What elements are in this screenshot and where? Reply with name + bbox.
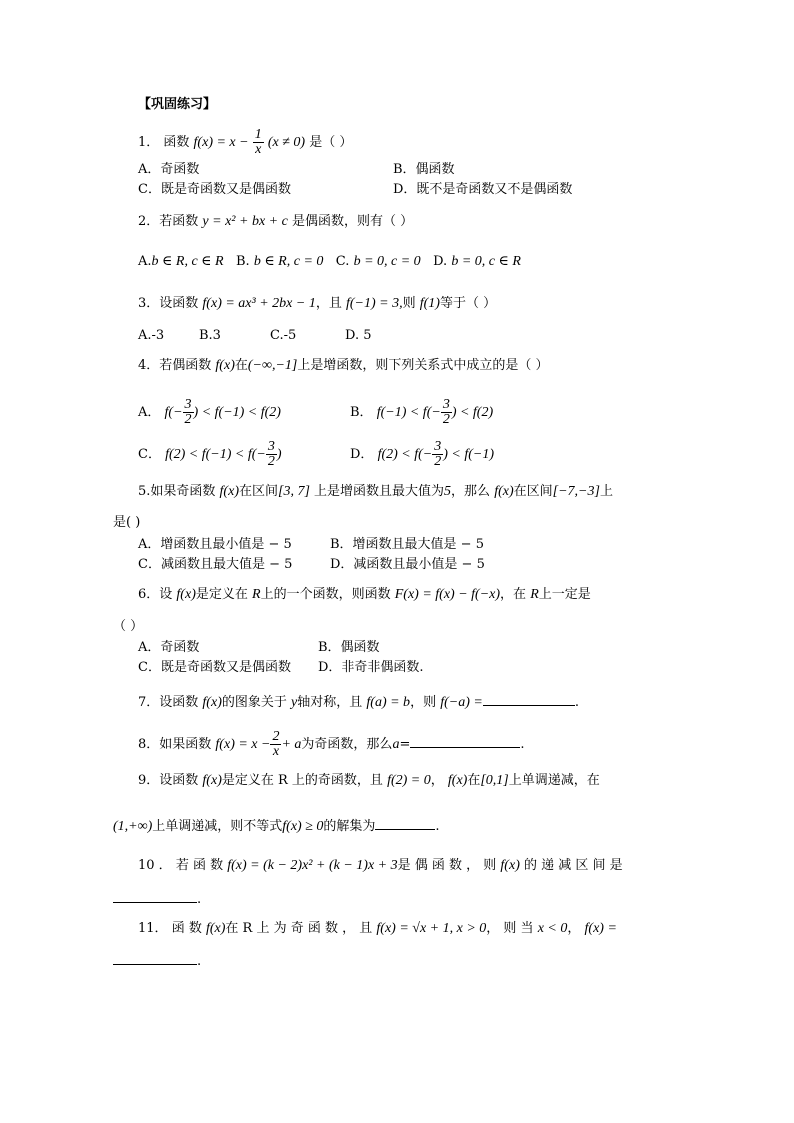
q4-option-a-post: ) < f(−1) < f(2)	[193, 405, 281, 420]
q8-tail: .	[520, 737, 525, 752]
q9-math1: f(x)	[202, 773, 222, 788]
q4-option-b-num: 3	[442, 397, 450, 412]
q4-option-c-num: 3	[267, 439, 275, 454]
q7-math4: f(−a) =	[440, 695, 483, 710]
q9-line2	[113, 815, 440, 836]
q9-mid3: 在	[467, 773, 481, 788]
section-heading: 【巩固练习】	[138, 97, 217, 112]
q6-mid1: 是定义在	[195, 587, 248, 602]
q3-mid: ，且	[315, 296, 342, 311]
q5-math4: f(x)	[494, 484, 514, 499]
q8-math-post: + a	[281, 737, 302, 752]
q9-math3: f(x)	[447, 773, 468, 788]
q4-option-c	[138, 440, 282, 469]
q9-mid4: 上单调递减，在	[508, 773, 600, 788]
q11-math2: f(x) = √x + 1, x > 0	[376, 921, 487, 936]
q11-label: 11．	[138, 921, 168, 936]
q5-mid3: ，那么	[451, 484, 491, 499]
q5-option-b: B．增函数且最大值是 − 5	[330, 537, 484, 552]
q4-option-a	[138, 398, 281, 427]
q2-option-b-label: B.	[235, 254, 250, 269]
q4-option-b-label: B．	[350, 405, 373, 420]
q3-option-a: A.-3	[138, 328, 165, 343]
q2-option-a-label: A.	[138, 254, 152, 269]
q4-option-b-post: ) < f(2)	[451, 405, 494, 420]
q1-option-c: C．既是奇函数又是偶函数	[138, 182, 291, 197]
q7-math2: y	[291, 695, 298, 710]
q6-mid2: 上的一个函数，则函数	[260, 587, 391, 602]
q6-option-d: D．非奇非偶函数.	[318, 660, 424, 675]
q3-tail: 等于（ ）	[439, 296, 497, 311]
q9-math2: f(2) = 0	[387, 773, 431, 788]
q9-line2-text: 上单调递减，则不等式	[152, 819, 283, 834]
question-6	[138, 586, 591, 604]
q11-answer-blank[interactable]	[113, 950, 197, 965]
q6-math1: f(x)	[176, 587, 196, 602]
q7-math1: f(x)	[202, 695, 222, 710]
q10-text1: 若 函 数	[175, 858, 224, 873]
q4-option-d-num: 3	[434, 439, 442, 454]
q6-math4: R	[530, 587, 539, 602]
q4-option-c-label: C．	[138, 447, 161, 462]
q11-line2	[113, 950, 201, 971]
q4-option-b-den: 2	[442, 412, 450, 427]
q1-frac-num: 1	[254, 127, 262, 142]
q7-mid1: 的图象关于	[221, 695, 287, 710]
q7-math3: f(a) = b	[366, 695, 411, 710]
question-9	[138, 772, 600, 790]
q5-line2: 是( )	[113, 515, 141, 530]
q11-text1: 函 数	[171, 921, 202, 936]
q2-option-d: b = 0, c ∈ R	[451, 254, 521, 269]
q1-option-a: A．奇函数	[138, 162, 200, 177]
q7-answer-blank[interactable]	[483, 691, 575, 706]
q11-math3: x < 0	[537, 921, 568, 936]
q2-stem: 2．若函数	[138, 214, 199, 229]
q11-tail: .	[197, 954, 202, 969]
q10-text2: 是 偶 函 数 ， 则	[397, 858, 497, 873]
q7-mid3: ，则	[410, 695, 437, 710]
q8-fraction	[270, 730, 281, 759]
q4-tail: 上是增函数，则下列关系式中成立的是（ ）	[297, 358, 549, 373]
q7-mid2: 轴对称，且	[297, 695, 363, 710]
q1-fraction	[253, 128, 264, 157]
q10-label: 10 ．	[138, 858, 172, 873]
q2-options	[138, 253, 521, 271]
q1-math-post: (x ≠ 0)	[267, 135, 306, 150]
q10-text3: 的 递 减 区 间 是	[524, 858, 623, 873]
q9-mid1: 是定义在 R 上的奇函数，且	[221, 773, 383, 788]
q9-math6: f(x) ≥ 0	[282, 819, 324, 834]
q5-mid1: 在区间	[238, 484, 278, 499]
q11-math4: f(x) =	[584, 921, 617, 936]
q5-stem: 5.如果奇函数	[138, 484, 216, 499]
q4-option-d-label: D．	[350, 447, 374, 462]
q2-math: y = x² + bx + c	[202, 214, 288, 229]
q1-stem: 1． 函数	[138, 135, 190, 150]
q4-option-c-pre: f(2) < f(−1) < f(−	[165, 447, 266, 462]
q8-math-pre: f(x) = x −	[215, 737, 271, 752]
q2-option-d-label: D.	[433, 254, 448, 269]
q4-option-a-label: A．	[138, 405, 161, 420]
q4-option-d	[350, 440, 494, 469]
q4-option-a-den: 2	[184, 412, 192, 427]
q4-option-b	[350, 398, 493, 427]
q8-stem: 8．如果函数	[138, 737, 212, 752]
q4-option-d-frac	[432, 440, 443, 469]
q4-option-c-frac	[266, 440, 277, 469]
q10-math1: f(x) = (k − 2)x² + (k − 1)x + 3	[227, 858, 398, 873]
q4-mid: 在	[234, 358, 248, 373]
q4-option-b-frac	[441, 398, 452, 427]
q5-option-d: D．减函数且最小值是 − 5	[330, 557, 485, 572]
q9-math4: [0,1]	[480, 773, 509, 788]
q11-text3: ， 则 当	[486, 921, 534, 936]
q6-mid4: 上一定是	[538, 587, 591, 602]
q9-math5: (1,+∞)	[113, 819, 153, 834]
q6-mid3: ，在	[500, 587, 527, 602]
q9-answer-blank[interactable]	[375, 815, 435, 830]
q8-frac-den: x	[270, 744, 281, 759]
q8-frac-num: 2	[272, 729, 280, 744]
q1-frac-den: x	[253, 142, 264, 157]
question-11	[138, 920, 617, 938]
q5-math3: 5	[444, 484, 452, 499]
q5-option-c: C．减函数且最大值是 − 5	[138, 557, 293, 572]
q1-option-d: D．既不是奇函数又不是偶函数	[393, 182, 573, 197]
q6-option-c: C．既是奇函数又是偶函数	[138, 660, 291, 675]
q4-option-c-post: )	[276, 447, 282, 462]
question-4	[138, 357, 549, 375]
q8-math2: a	[392, 737, 400, 752]
q11-math1: f(x)	[205, 921, 226, 936]
q9-line2b: 的解集为	[323, 819, 376, 834]
q4-option-d-post: ) < f(−1)	[443, 447, 495, 462]
q1-math-pre: f(x) = x −	[193, 135, 249, 150]
q3-mid2: 则	[402, 296, 416, 311]
q1-tail: 是（ ）	[309, 135, 353, 150]
question-10	[138, 857, 623, 875]
q5-mid4: 在区间	[513, 484, 553, 499]
q5-math1: f(x)	[219, 484, 239, 499]
q3-option-c: C.-5	[270, 328, 297, 343]
q4-stem: 4．若偶函数	[138, 358, 212, 373]
q5-math2: [3, 7]	[278, 484, 310, 499]
q3-math2: f(−1) = 3,	[345, 296, 403, 311]
q8-mid: 为奇函数，那么	[301, 737, 393, 752]
q3-option-b: B.3	[199, 328, 221, 343]
q4-math2: (−∞,−1]	[247, 358, 298, 373]
q3-option-d: D. 5	[345, 328, 372, 343]
q1-option-b: B．偶函数	[393, 162, 455, 177]
q2-option-c: b = 0, c = 0	[353, 254, 421, 269]
q8-eq: =	[399, 737, 411, 752]
q9-stem: 9．设函数	[138, 773, 199, 788]
q10-line2	[113, 888, 201, 909]
q8-answer-blank[interactable]	[410, 733, 520, 748]
q6-line2: （ ）	[113, 619, 144, 634]
q7-stem: 7．设函数	[138, 695, 199, 710]
q6-math3: F(x) = f(x) − f(−x)	[394, 587, 501, 602]
question-3	[138, 295, 496, 313]
q4-option-b-pre: f(−1) < f(−	[376, 405, 441, 420]
q10-tail: .	[197, 892, 202, 907]
q5-mid2: 上是增函数且最大值为	[309, 484, 445, 499]
q9-tail: .	[435, 819, 440, 834]
question-1	[138, 128, 352, 157]
q5-mid5: 上	[599, 484, 613, 499]
q3-math3: f(1)	[419, 296, 440, 311]
q11-text4: ，	[567, 921, 581, 936]
q4-option-a-num: 3	[184, 397, 192, 412]
q5-option-a: A．增函数且最小值是 − 5	[138, 537, 292, 552]
q2-option-c-label: C.	[335, 254, 350, 269]
q9-mid2: ，	[430, 773, 444, 788]
q5-math5: [−7,−3]	[552, 484, 600, 499]
q6-stem: 6．设	[138, 587, 173, 602]
q4-option-d-den: 2	[434, 454, 442, 469]
q6-math2: R	[252, 587, 261, 602]
question-8	[138, 730, 524, 759]
question-5	[138, 483, 613, 501]
q2-option-a: b ∈ R, c ∈ R	[151, 254, 224, 269]
q6-option-a: A．奇函数	[138, 640, 200, 655]
q11-text2: 在 R 上 为 奇 函 数 ， 且	[225, 921, 373, 936]
question-2	[138, 213, 413, 231]
q2-option-b: b ∈ R, c = 0	[253, 254, 324, 269]
q3-math1: f(x) = ax³ + 2bx − 1	[202, 296, 316, 311]
q4-option-d-pre: f(2) < f(−	[377, 447, 433, 462]
q6-option-b: B．偶函数	[318, 640, 380, 655]
question-7	[138, 691, 579, 712]
q10-answer-blank[interactable]	[113, 888, 197, 903]
q2-tail: 是偶函数，则有（ ）	[291, 214, 414, 229]
q4-option-a-pre: f(−	[164, 405, 183, 420]
q7-tail: .	[574, 695, 579, 710]
q4-math1: f(x)	[215, 358, 235, 373]
q3-stem: 3．设函数	[138, 296, 199, 311]
q10-math2: f(x)	[500, 858, 520, 873]
q4-option-c-den: 2	[267, 454, 275, 469]
q4-option-a-frac	[183, 398, 194, 427]
